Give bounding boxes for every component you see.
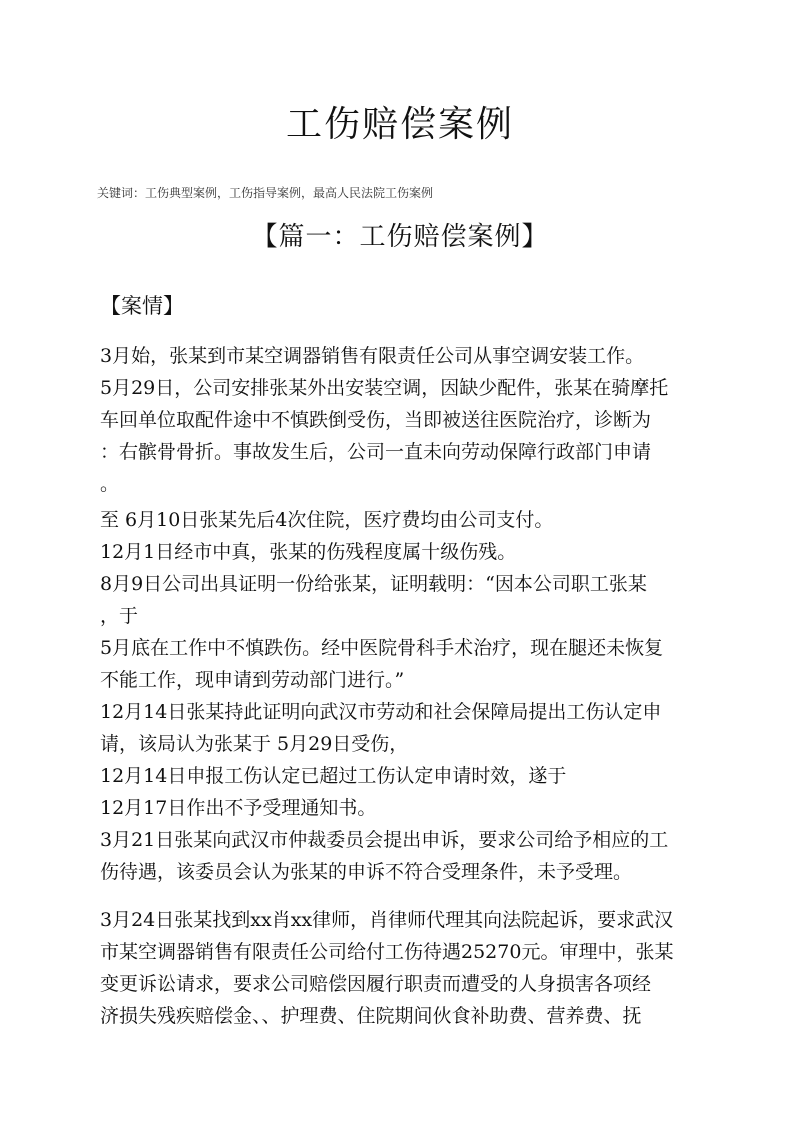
text-line: 变更诉讼请求，要求公司赔偿因履行职责而遭受的人身损害各项经 [100, 973, 652, 995]
text-line: 至 6月10日张某先后4次住院，医疗费均由公司支付。 [100, 509, 554, 531]
text-line: ，于 [100, 605, 139, 627]
text-line: 12月14日张某持此证明向武汉市劳动和社会保障局提出工伤认定申 [100, 701, 662, 723]
paragraph-2 [100, 504, 710, 888]
text-line: 3月始，张某到市某空调器销售有限责任公司从事空调安装工作。 [100, 345, 645, 367]
paragraph-3 [100, 904, 710, 1032]
text-line: 3月21日张某向武汉市仲裁委员会提出申诉，要求公司给予相应的工 [100, 829, 669, 851]
text-line: 5月29日，公司安排张某外出安装空调，因缺少配件，张某在骑摩托 [100, 377, 669, 399]
text-line: 请，该局认为张某于 5月29日受伤， [100, 733, 409, 755]
text-line: 伤待遇，该委员会认为张某的申诉不符合受理条件，未予受理。 [100, 861, 633, 883]
text-line: 12月17日作出不予受理通知书。 [100, 797, 377, 819]
document-title: 工伤赔偿案例 [285, 104, 514, 145]
text-line: 8月9日公司出具证明一份给张某，证明载明：“因本公司职工张某 [100, 573, 647, 595]
text-line: ：右髌骨骨折。事故发生后，公司一直未向劳动保障行政部门申请 [100, 441, 652, 463]
keywords-line: 关键词：工伤典型案例，工伤指导案例，最高人民法院工伤案例 [97, 186, 434, 200]
text-line: 不能工作，现申请到劳动部门进行。” [100, 669, 405, 691]
text-line: 车回单位取配件途中不慎跌倒受伤，当即被送往医院治疗，诊断为 [100, 409, 652, 431]
text-line: 。 [100, 473, 120, 495]
text-line: 市某空调器销售有限责任公司给付工伤待遇25270元。审理中，张某 [100, 941, 674, 963]
text-line: 12月1日经市中真，张某的伤残程度属十级伤残。 [100, 541, 517, 563]
text-line: 5月底在工作中不慎跌伤。经中医院骨科手术治疗，现在腿还未恢复 [100, 637, 664, 659]
text-line: 3月24日张某找到xx肖xx律师，肖律师代理其向法院起诉，要求武汉 [100, 909, 674, 931]
section-title: 【篇一：工伤赔偿案例】 [251, 222, 549, 252]
text-line: 12月14日申报工伤认定已超过工伤认定申请时效，遂于 [100, 765, 567, 787]
paragraph-1 [100, 340, 710, 500]
case-label: 【案情】 [100, 294, 184, 318]
text-line: 济损失残疾赔偿金、、护理费、住院期间伙食补助费、营养费、抚 [100, 1005, 642, 1027]
